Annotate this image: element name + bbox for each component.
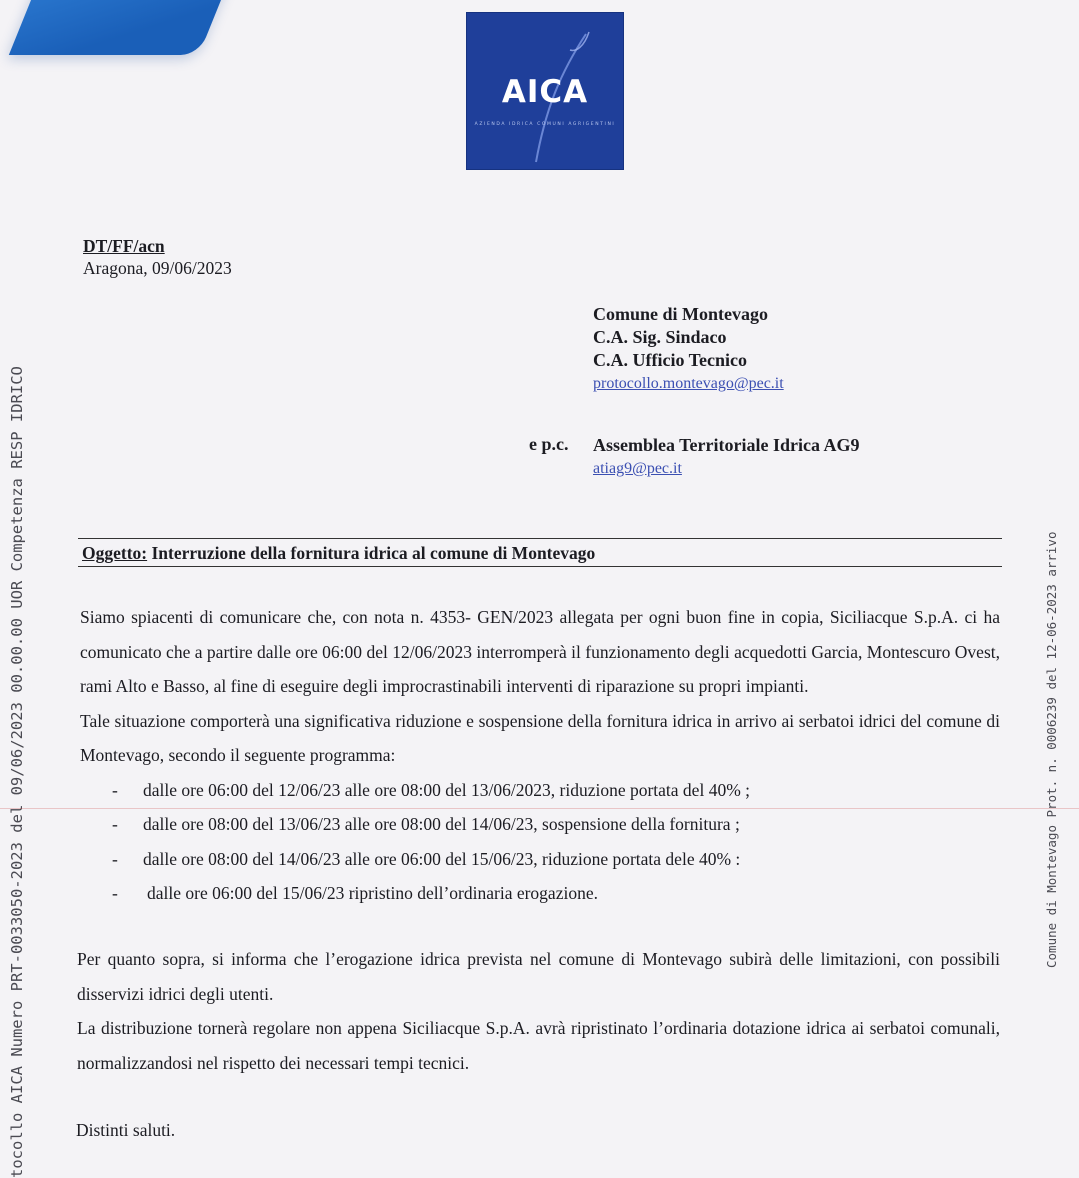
logo-wordmark: AICA	[501, 74, 589, 110]
recipient-email-link[interactable]: protocollo.montevago@pec.it	[593, 375, 784, 392]
cc-label: e p.c.	[529, 434, 569, 454]
document-reference: DT/FF/acn	[83, 236, 165, 256]
logo-tagline: AZIENDA IDRICA COMUNI AGRIGENTINI	[474, 122, 616, 127]
cc-email-link[interactable]: atiag9@pec.it	[593, 460, 682, 477]
schedule-list	[80, 773, 1000, 911]
letter-body	[80, 600, 1000, 911]
schedule-item-text: dalle ore 06:00 del 15/06/23 ripristino dell’ordinaria erogazione.	[147, 883, 598, 903]
subject-rule-top	[78, 538, 1002, 539]
subject-rule-bottom	[78, 566, 1002, 567]
letter-body-continued	[77, 942, 1000, 1080]
protocol-stamp-left: tocollo AICA Numero PRT-0033050-2023 del 09/06/2023 00.00.00 UOR Competenza RESP IDRICO	[8, 366, 26, 1178]
cc-name: Assemblea Territoriale Idrica AG9	[593, 435, 860, 455]
recipient-block	[593, 303, 784, 395]
recipient-name: Comune di Montevago	[593, 304, 768, 324]
schedule-item-text: dalle ore 08:00 del 14/06/23 alle ore 06:00 del 15/06/23, riduzione portata dele 40% :	[143, 848, 741, 869]
recipient-attention-mayor: C.A. Sig. Sindaco	[593, 327, 727, 347]
body-paragraph: Siamo spiacenti di comunicare che, con nota n. 4353- GEN/2023 allegata per ogni buon fine in copia, Siciliacque S.p.A. ci ha comunicato che a partire dalle ore 06:00 del 12/06/2023 interromperà il funzionamento degli acquedotti Garcia, Montescuro Ovest, rami Alto e Basso, al fine di eseguire degli improcrastinabili interventi di riparazione su propri impianti.	[80, 607, 1000, 696]
aica-logo	[466, 12, 624, 170]
closing-salutation: Distinti saluti.	[76, 1120, 176, 1140]
schedule-item: - dalle ore 08:00 del 14/06/23 alle ore 06:00 del 15/06/23, riduzione portata dele 40% :	[112, 848, 741, 869]
protocol-stamp-right: Comune di Montevago Prot. n. 0006239 del 12-06-2023 arrivo	[1044, 531, 1059, 968]
place-date: Aragona, 09/06/2023	[83, 258, 232, 278]
schedule-item: - dalle ore 06:00 del 15/06/23 ripristino dell’ordinaria erogazione.	[112, 883, 598, 903]
schedule-item: - dalle ore 06:00 del 12/06/23 alle ore 08:00 del 13/06/2023, riduzione portata del 40% ;	[112, 779, 751, 800]
schedule-item-text: dalle ore 08:00 del 13/06/23 alle ore 08:00 del 14/06/23, sospensione della fornitura ;	[143, 814, 740, 834]
schedule-item: - dalle ore 08:00 del 13/06/23 alle ore 08:00 del 14/06/23, sospensione della fornitura ;	[112, 814, 740, 834]
body-paragraph: Tale situazione comporterà una significativa riduzione e sospensione della fornitura idrica in arrivo ai serbatoi idrici del comune di Montevago, secondo il seguente programma:	[80, 710, 1000, 765]
subject-line	[82, 543, 595, 564]
schedule-item-text: dalle ore 06:00 del 12/06/23 alle ore 08:00 del 13/06/2023, riduzione portata del 40% ;	[143, 779, 751, 800]
subject-label: Oggetto:	[82, 543, 148, 563]
subject-text: Interruzione della fornitura idrica al comune di Montevago	[151, 543, 596, 563]
body-paragraph: La distribuzione tornerà regolare non appena Siciliacque S.p.A. avrà ripristinato l’ordinaria dotazione idrica ai serbatoi comunali, normalizzandosi nel rispetto dei necessari tempi tecnici.	[77, 1018, 1000, 1073]
decorative-corner-shape	[9, 0, 237, 55]
cc-block	[593, 434, 859, 480]
body-paragraph: Per quanto sopra, si informa che l’erogazione idrica prevista nel comune di Montevago subirà delle limitazioni, con possibili disservizi idrici degli utenti.	[77, 949, 1000, 1004]
recipient-attention-office: C.A. Ufficio Tecnico	[593, 350, 747, 370]
